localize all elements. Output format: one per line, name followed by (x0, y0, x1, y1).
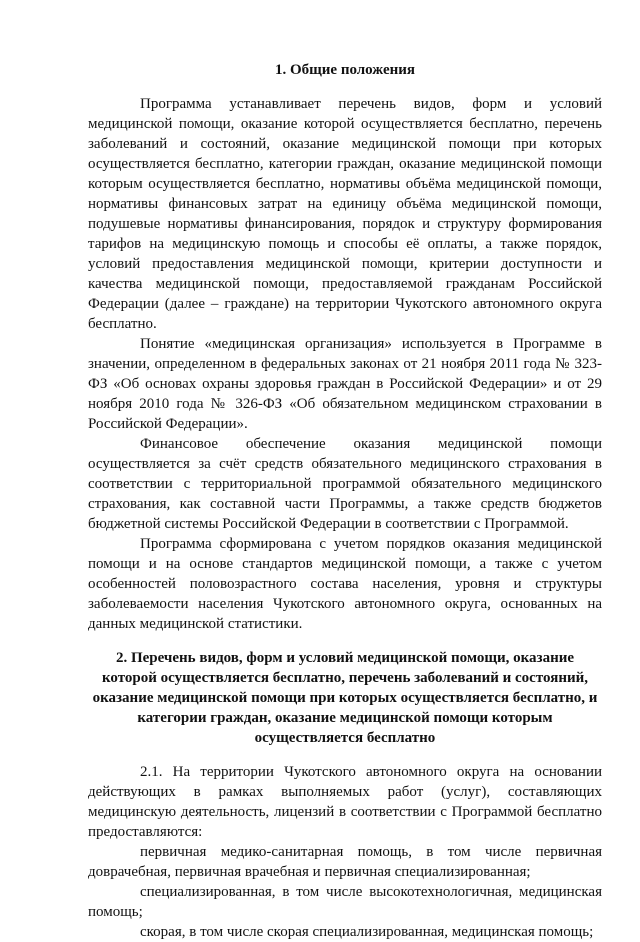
section-2-paragraph: скорая, в том числе скорая специализированная, медицинская помощь; (140, 924, 594, 940)
section-2-paragraph: первичная медико-санитарная помощь, в том числе первичная доврачебная, первичная врачебная и первичная специализированная; (88, 844, 602, 880)
section-1-paragraph: Программа устанавливает перечень видов, форм и условий медицинской помощи, оказание которой осуществляется бесплатно, перечень заболеваний и состояний, оказание медицинской помощи при которых осуществляется бесплатно, категории граждан, оказание медицинской помощи которым осуществляется бесплатно, нормативы объёма медицинской помощи, нормативы финансовых затрат на единицу объёма медицинской помощи, подушевые нормативы финансирования, порядок и структуру формирования тарифов на медицинскую помощь и способы её оплаты, а также порядок, условий предоставления медицинской помощи, критерии доступности и качества медицинской помощи, предоставляемой гражданам Российской Федерации (далее – граждане) на территории Чукотского автономного округа бесплатно. (88, 96, 602, 332)
document-page (88, 60, 602, 942)
section-2-paragraph: 2.1. На территории Чукотского автономного округа на основании действующих в рамках выполняемых работ (услуг), составляющих медицинскую деятельность, лицензий в соответствии с Программой бесплатно предоставляются: (88, 764, 602, 840)
section-1-title: 1. Общие положения (274, 62, 416, 78)
section-1-paragraph: Финансовое обеспечение оказания медицинской помощи осуществляется за счёт средств обязательного медицинского страхования в соответствии с территориальной программой обязательного медицинского страхования, как составной части Программы, а также средств бюджетов бюджетной системы Российской Федерации в соответствии с Программой. (88, 436, 602, 532)
section-1-paragraph: Понятие «медицинская организация» используется в Программе в значении, определенном в федеральных законах от 21 ноября 2011 года № 323-ФЗ «Об основах охраны здоровья граждан в Российской Федерации» и от 29 ноября 2010 года № 326-ФЗ «Об обязательном медицинском страховании в Российской Федерации». (88, 336, 602, 432)
section-1-paragraph: Программа сформирована с учетом порядков оказания медицинской помощи и на основе стандартов медицинской помощи, а также с учетом особенностей половозрастного состава населения, уровня и структуры заболеваемости населения Чукотского автономного округа, основанных на данных медицинской статистики. (88, 536, 602, 632)
section-2-title: 2. Перечень видов, форм и условий медицинской помощи, оказание которой осуществляется бесплатно, перечень заболеваний и состояний, оказание медицинской помощи при которых осуществляется бесплатно, и категории граждан, оказание медицинской помощи которым осуществляется бесплатно (92, 650, 598, 746)
section-2-paragraph: специализированная, в том числе высокотехнологичная, медицинская помощь; (88, 884, 602, 920)
